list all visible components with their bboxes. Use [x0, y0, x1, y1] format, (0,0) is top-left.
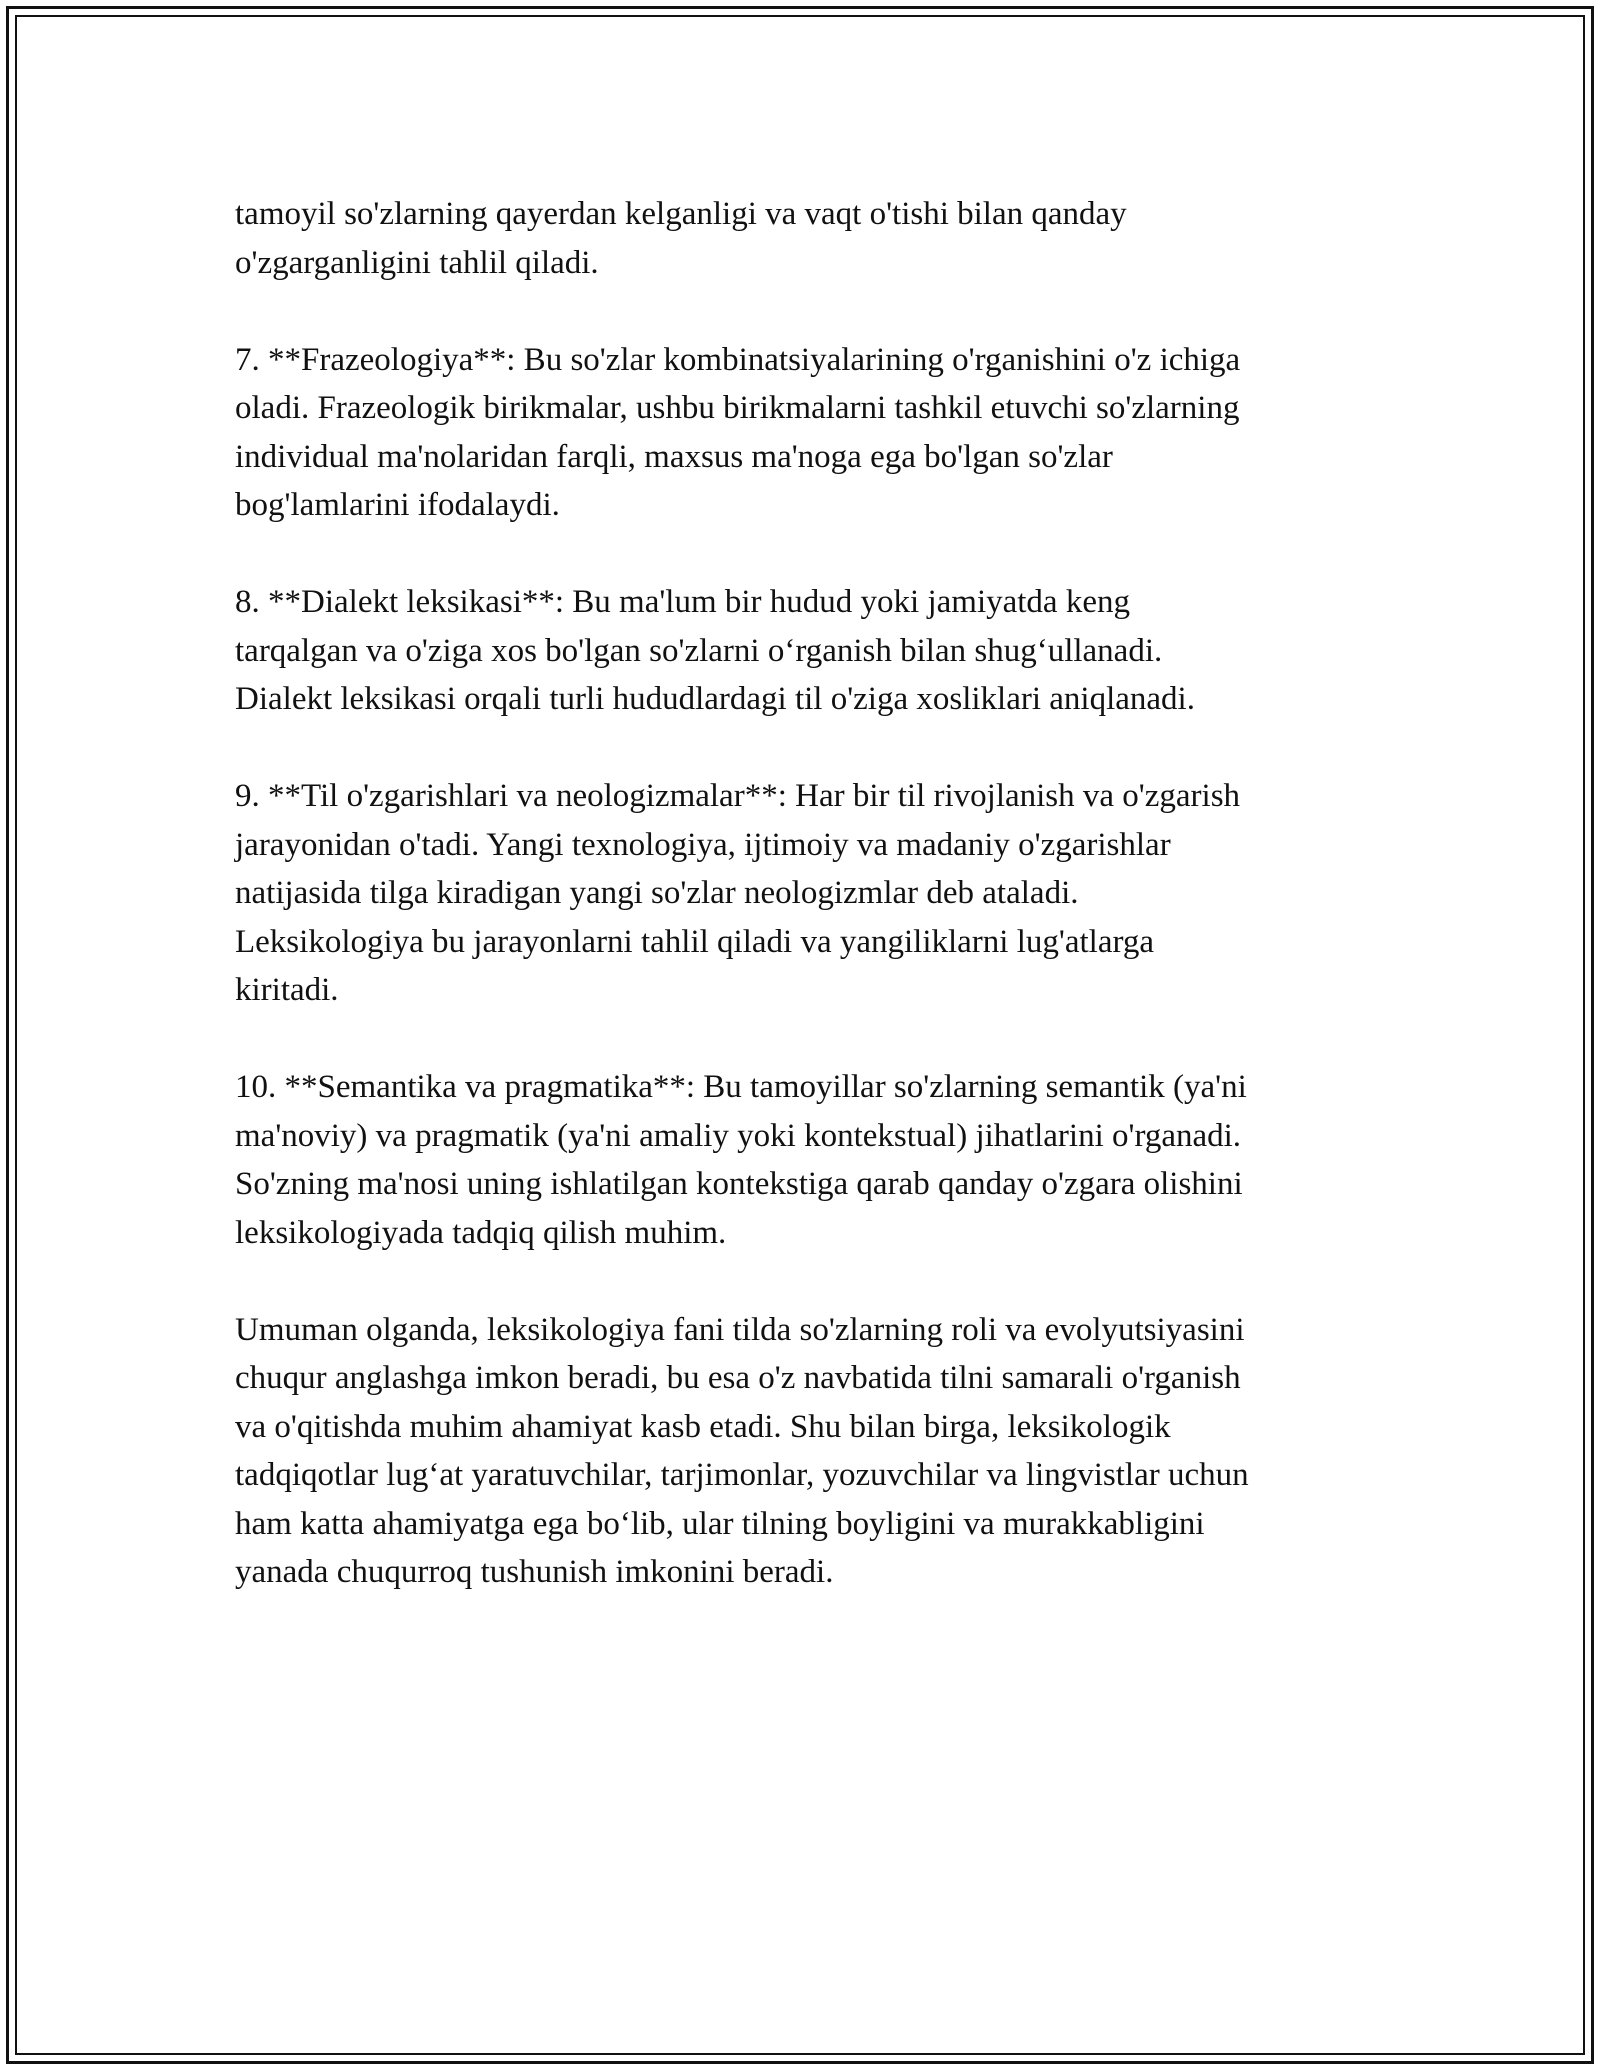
paragraph-phraseology: 7. **Frazeologiya**: Bu so'zlar kombinatsiyalarining o'rganishini o'z ichiga oladi. Frazeologik birikmalar, ushbu birikmalarni tashkil etuvchi so'zlarning individual ma'nolaridan farqli, maxsus ma'noga ega bo'lgan so'zlar bog'lamlarini ifodalaydi.	[235, 341, 1241, 523]
paragraph-semantics-pragmatics: 10. **Semantika va pragmatika**: Bu tamoyillar so'zlarning semantik (ya'ni ma'noviy) va pragmatik (ya'ni amaliy yoki kontekstual) jihatlarini o'rganadi. So'zning ma'nosi uning ishlatilgan kontekstiga qarab qanday o'zgara olishini leksikologiyada tadqiq qilish muhim.	[235, 1069, 1247, 1251]
paragraph-etymology-continuation: tamoyil so'zlarning qayerdan kelganligi va vaqt o'tishi bilan qanday o'zgarganligini tahlil qiladi.	[235, 196, 1127, 281]
paragraph-conclusion: Umuman olganda, leksikologiya fani tilda so'zlarning roli va evolyutsiyasini chuqur anglashga imkon beradi, bu esa o'z navbatida tilni samarali o'rganish va o'qitishda muhim ahamiyat kasb etadi. Shu bilan birga, leksikologik tadqiqotlar lug‘at yaratuvchilar, tarjimonlar, yozuvchilar va lingvistlar uchun ham katta ahamiyatga ega bo‘lib, ular tilning boyligini va murakkabligini yanada chuqurroq tushunish imkonini beradi.	[235, 1311, 1249, 1590]
paragraph-dialect-lexicon: 8. **Dialekt leksikasi**: Bu ma'lum bir hudud yoki jamiyatda keng tarqalgan va o'ziga xos bo'lgan so'zlarni o‘rganish bilan shug‘ullanadi. Dialekt leksikasi orqali turli hududlardagi til o'ziga xosliklari aniqlanadi.	[235, 584, 1195, 717]
paragraph-language-change: 9. **Til o'zgarishlari va neologizmalar**: Har bir til rivojlanish va o'zgarish jarayonidan o'tadi. Yangi texnologiya, ijtimoiy va madaniy o'zgarishlar natijasida tilga kiradigan yangi so'zlar neologizmlar deb ataladi. Leksikologiya bu jarayonlarni tahlil qiladi va yangiliklarni lug'atlarga kiritadi.	[235, 778, 1241, 1008]
document-body	[235, 190, 1375, 1645]
